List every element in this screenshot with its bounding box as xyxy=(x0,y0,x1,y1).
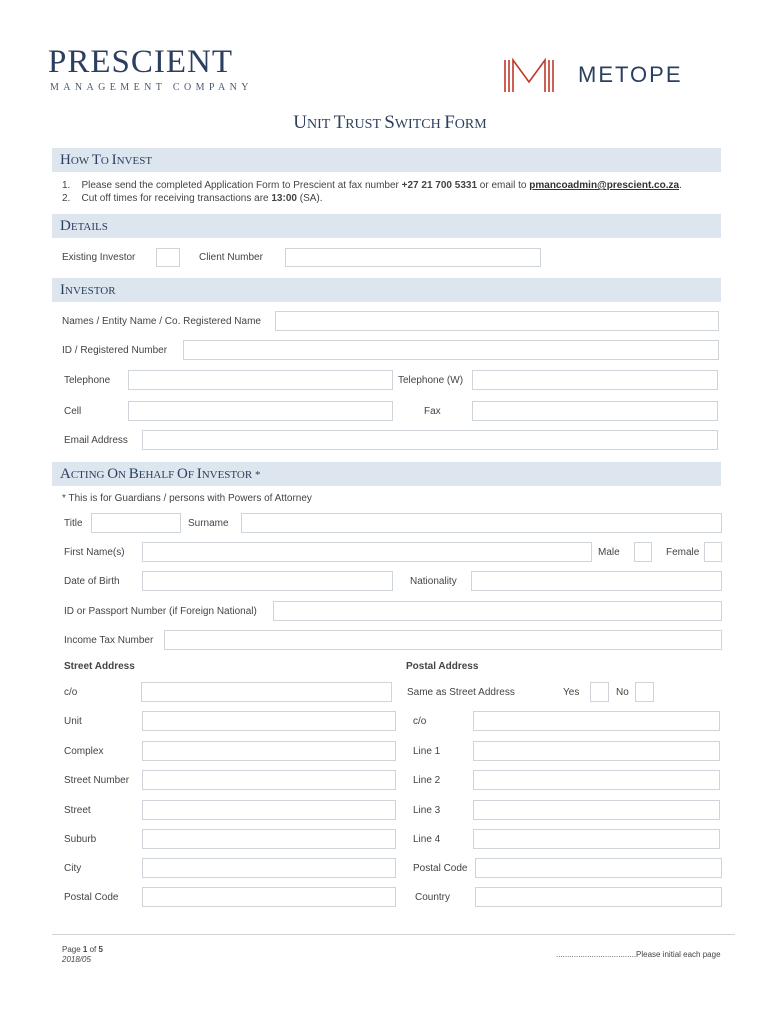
line1-label: Line 1 xyxy=(413,746,441,757)
city-field[interactable] xyxy=(142,858,396,878)
telephone-field[interactable] xyxy=(128,370,393,390)
line4-field[interactable] xyxy=(473,829,720,849)
passport-label: ID or Passport Number (if Foreign National) xyxy=(64,606,257,617)
suburb-label: Suburb xyxy=(64,834,97,845)
cell-field[interactable] xyxy=(128,401,393,421)
passport-field[interactable] xyxy=(273,601,722,621)
form-date: 2018/05 xyxy=(62,955,91,964)
dob-label: Date of Birth xyxy=(64,576,120,587)
complex-label: Complex xyxy=(64,746,104,757)
section-heading: HOW TO INVEST xyxy=(60,152,153,168)
dob-field[interactable] xyxy=(142,571,393,591)
names-label: Names / Entity Name / Co. Registered Name xyxy=(62,316,261,327)
street-address-heading: Street Address xyxy=(64,661,135,672)
postal-code-right-label: Postal Code xyxy=(413,863,468,874)
section-heading: INVESTOR xyxy=(60,282,116,298)
existing-investor-label: Existing Investor xyxy=(62,252,136,263)
email-link[interactable]: pmancoadmin@prescient.co.za xyxy=(529,180,680,191)
client-number-label: Client Number xyxy=(199,252,263,263)
page-number: Page 1 of 5 xyxy=(62,945,103,954)
id-label: ID / Registered Number xyxy=(62,345,168,356)
metope-logo-text: METOPE xyxy=(578,62,683,87)
id-field[interactable] xyxy=(183,340,719,360)
same-as-street-label: Same as Street Address xyxy=(407,687,515,698)
names-field[interactable] xyxy=(275,311,719,331)
unit-field[interactable] xyxy=(142,711,396,731)
male-label: Male xyxy=(598,547,620,558)
instruction-item-2: 2. Cut off times for receiving transactions are 13:00 (SA). xyxy=(62,193,323,204)
income-tax-field[interactable] xyxy=(164,630,722,650)
telephone-w-field[interactable] xyxy=(472,370,718,390)
telephone-label: Telephone xyxy=(64,375,111,386)
existing-investor-checkbox[interactable] xyxy=(156,248,180,267)
street-co-label: c/o xyxy=(64,687,78,698)
postal-co-field[interactable] xyxy=(473,711,720,731)
prescient-logo-subtitle: MANAGEMENT COMPANY xyxy=(50,82,253,93)
nationality-field[interactable] xyxy=(471,571,722,591)
fax-label: Fax xyxy=(424,406,441,417)
yes-label: Yes xyxy=(563,687,580,698)
postal-code-left-label: Postal Code xyxy=(64,892,119,903)
title-label: Title xyxy=(64,518,83,529)
form-title: UNIT TRUST SWITCH FORM xyxy=(293,112,487,133)
telephone-w-label: Telephone (W) xyxy=(398,375,464,386)
yes-checkbox[interactable] xyxy=(590,682,609,702)
section-how-to-invest xyxy=(52,148,721,172)
unit-label: Unit xyxy=(64,716,82,727)
line2-label: Line 2 xyxy=(413,775,441,786)
male-checkbox[interactable] xyxy=(634,542,652,562)
street-field[interactable] xyxy=(142,800,396,820)
prescient-logo: PRESCIENT xyxy=(48,44,234,80)
postal-address-heading: Postal Address xyxy=(406,661,479,672)
income-tax-label: Income Tax Number xyxy=(64,635,154,646)
first-names-label: First Name(s) xyxy=(64,547,125,558)
line3-field[interactable] xyxy=(473,800,720,820)
no-label: No xyxy=(616,687,629,698)
complex-field[interactable] xyxy=(142,741,396,761)
postal-code-left-field[interactable] xyxy=(142,887,396,907)
acting-note: * This is for Guardians / persons with Powers of Attorney xyxy=(62,493,312,504)
postal-code-right-field[interactable] xyxy=(475,858,722,878)
metope-logo-mark-icon xyxy=(503,58,555,94)
nationality-label: Nationality xyxy=(410,576,457,587)
section-details xyxy=(52,214,721,238)
country-field[interactable] xyxy=(475,887,722,907)
title-field[interactable] xyxy=(91,513,181,533)
female-checkbox[interactable] xyxy=(704,542,722,562)
line3-label: Line 3 xyxy=(413,805,441,816)
section-heading: DETAILS xyxy=(60,218,108,234)
street-number-label: Street Number xyxy=(64,775,130,786)
postal-co-label: c/o xyxy=(413,716,427,727)
section-investor xyxy=(52,278,721,302)
initial-each-page: ....................................Please initial each page xyxy=(556,950,721,959)
line4-label: Line 4 xyxy=(413,834,441,845)
fax-field[interactable] xyxy=(472,401,718,421)
no-checkbox[interactable] xyxy=(635,682,654,702)
line2-field[interactable] xyxy=(473,770,720,790)
section-heading: ACTING ON BEHALF OF INVESTOR * xyxy=(60,466,261,482)
line1-field[interactable] xyxy=(473,741,720,761)
email-field[interactable] xyxy=(142,430,718,450)
street-number-field[interactable] xyxy=(142,770,396,790)
surname-label: Surname xyxy=(188,518,229,529)
first-names-field[interactable] xyxy=(142,542,592,562)
email-label: Email Address xyxy=(64,435,128,446)
city-label: City xyxy=(64,863,82,874)
footer-divider xyxy=(52,934,735,935)
street-co-field[interactable] xyxy=(141,682,392,702)
country-label: Country xyxy=(415,892,451,903)
street-label: Street xyxy=(64,805,91,816)
surname-field[interactable] xyxy=(241,513,722,533)
section-acting-on-behalf xyxy=(52,462,721,486)
client-number-field[interactable] xyxy=(285,248,541,267)
suburb-field[interactable] xyxy=(142,829,396,849)
cell-label: Cell xyxy=(64,406,82,417)
instruction-item-1: 1. Please send the completed Application Form to Prescient at fax number +27 21 700 5331 or email to pmancoadmin@prescient.co.za. xyxy=(62,180,682,191)
female-label: Female xyxy=(666,547,700,558)
